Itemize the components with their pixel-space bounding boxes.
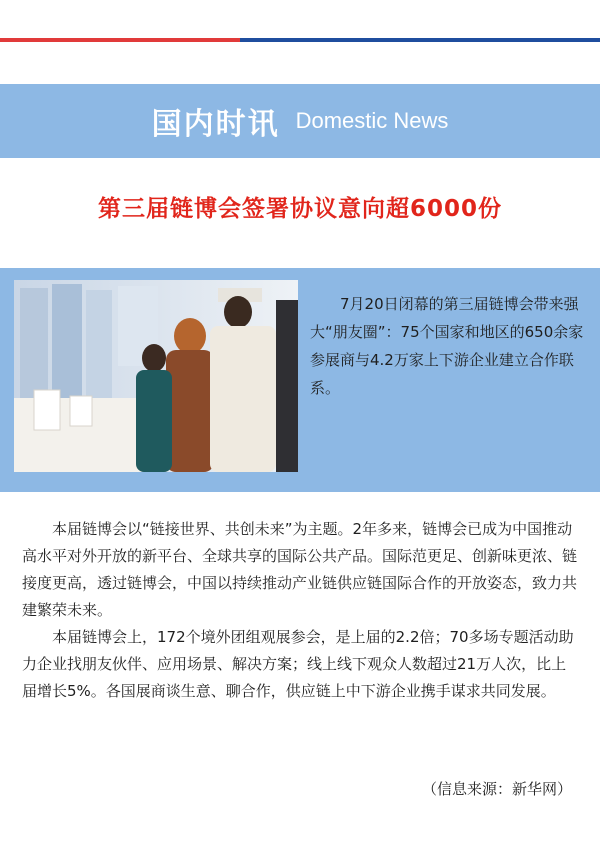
article-body — [22, 516, 580, 705]
top-rule — [0, 38, 600, 42]
summary-text: 7月20日闭幕的第三届链博会带来强大“朋友圈”：75个国家和地区的650余家参展商与4.2万家上下游企业建立合作联系。 — [310, 295, 584, 397]
section-title-cn: 国内时讯 — [151, 107, 280, 142]
paragraph-2: 本届链博会上，172个境外团组观展参会，是上届的2.2倍；70多场专题活动助力企业找朋友伙伴、应用场景、解决方案；线上线下观众人数超过21万人次，比上届增长5%。各国展商谈生意、聊合作，供应链上中下游企业携手谋求共同发展。 — [22, 628, 574, 700]
exhibition-photo-illustration — [14, 280, 298, 472]
headline: 第三届链博会签署协议意向超6000份 — [97, 196, 502, 222]
source-credit: （信息来源：新华网） — [421, 780, 572, 798]
feature-band — [0, 268, 600, 492]
paragraph-1: 本届链博会以“链接世界、共创未来”为主题。2年多来，链博会已成为中国推动高水平对外开放的新平台、全球共享的国际公共产品。国际范更足、创新味更浓、链接度更高，透过链博会，中国以持续推动产业链供应链国际合作的开放姿态，致力共建繁荣未来。 — [22, 520, 578, 619]
exhibition-photo — [14, 280, 298, 472]
section-header — [0, 84, 600, 158]
summary — [310, 290, 584, 402]
section-title-en: Domestic News — [295, 108, 449, 133]
